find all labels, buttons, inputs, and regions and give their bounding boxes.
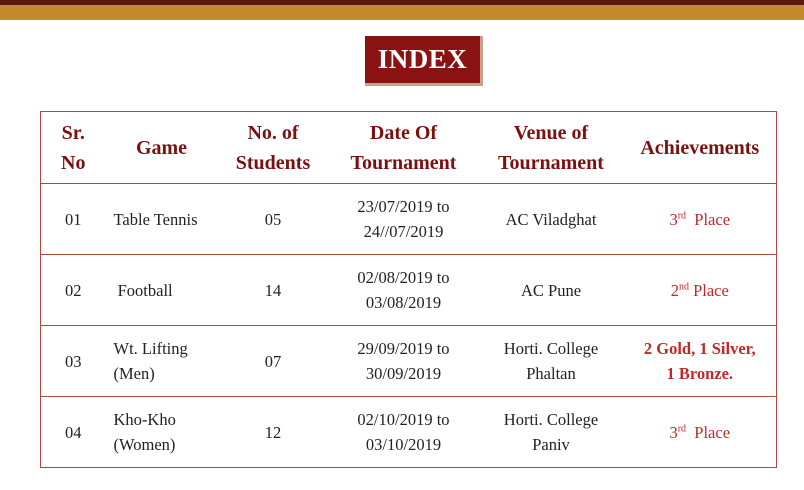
cell-game: Wt. Lifting (Men) xyxy=(106,326,218,397)
header-date: Date Of Tournament xyxy=(329,112,479,184)
table-row xyxy=(41,255,777,326)
table-row xyxy=(41,326,777,397)
cell-date: 29/09/2019 to 30/09/2019 xyxy=(329,326,479,397)
cell-date: 23/07/2019 to 24//07/2019 xyxy=(329,184,479,255)
cell-date: 02/10/2019 to 03/10/2019 xyxy=(329,397,479,468)
table-header-row xyxy=(41,112,777,184)
top-bar-gold xyxy=(0,5,804,20)
cell-game: Table Tennis xyxy=(106,184,218,255)
header-venue: Venue of Tournament xyxy=(479,112,624,184)
cell-venue: AC Pune xyxy=(479,255,624,326)
cell-achievement: 3rd Place xyxy=(624,397,777,468)
cell-venue: AC Viladghat xyxy=(479,184,624,255)
cell-students: 05 xyxy=(218,184,329,255)
header-sr-no: Sr. No xyxy=(41,112,106,184)
cell-achievement: 2 Gold, 1 Silver, 1 Bronze. xyxy=(624,326,777,397)
tournament-table xyxy=(40,111,777,468)
cell-students: 12 xyxy=(218,397,329,468)
cell-sr: 04 xyxy=(41,397,106,468)
cell-venue: Horti. College Phaltan xyxy=(479,326,624,397)
header-achievements: Achievements xyxy=(624,112,777,184)
cell-venue: Horti. College Paniv xyxy=(479,397,624,468)
table-row xyxy=(41,397,777,468)
cell-game: Kho-Kho (Women) xyxy=(106,397,218,468)
cell-sr: 01 xyxy=(41,184,106,255)
cell-sr: 03 xyxy=(41,326,106,397)
page-title: INDEX xyxy=(377,44,468,74)
cell-date: 02/08/2019 to 03/08/2019 xyxy=(329,255,479,326)
cell-game: Football xyxy=(106,255,218,326)
header-students: No. of Students xyxy=(218,112,329,184)
header-game: Game xyxy=(106,112,218,184)
cell-achievement: 2nd Place xyxy=(624,255,777,326)
table-row xyxy=(41,184,777,255)
cell-achievement: 3rd Place xyxy=(624,184,777,255)
cell-sr: 02 xyxy=(41,255,106,326)
index-title-box xyxy=(365,36,483,86)
cell-students: 07 xyxy=(218,326,329,397)
cell-students: 14 xyxy=(218,255,329,326)
